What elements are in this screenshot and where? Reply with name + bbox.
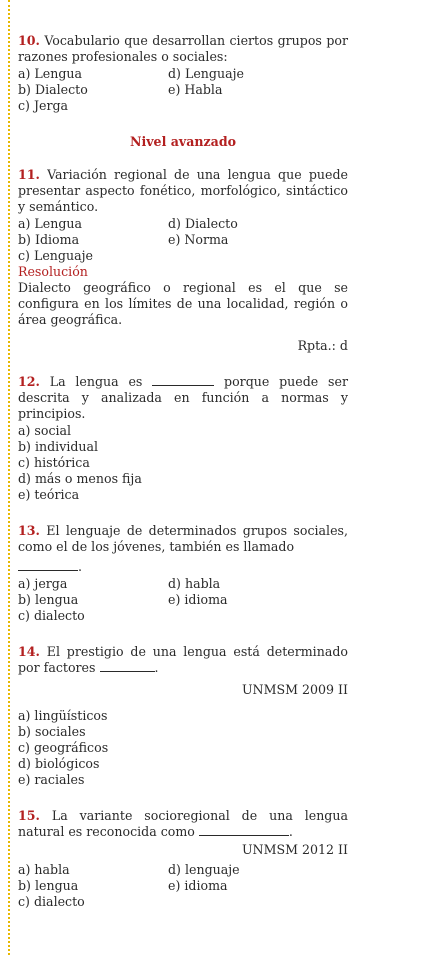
- option-row: [18, 232, 348, 248]
- option-row: [18, 487, 348, 503]
- question-number: 11.: [18, 167, 40, 182]
- option-d: d) lenguaje: [168, 862, 240, 877]
- option-row: [18, 894, 348, 910]
- option-d: d) Lenguaje: [168, 66, 244, 81]
- question-number: 14.: [18, 644, 40, 659]
- answer-blank: [18, 560, 78, 571]
- question-11-text: [18, 167, 348, 215]
- question-15: [18, 808, 348, 910]
- question-10: [18, 33, 348, 114]
- answer-label: Rpta.: d: [297, 338, 348, 353]
- question-13-text: [18, 523, 348, 555]
- question-15-options: [18, 862, 348, 910]
- option-row: [18, 98, 348, 114]
- option-a: a) lingüísticos: [18, 708, 108, 723]
- section-title: Nivel avanzado: [129, 134, 237, 149]
- option-c: c) dialecto: [18, 608, 85, 623]
- option-a: a) Lengua: [18, 66, 83, 81]
- question-10-text: [18, 33, 348, 65]
- resolution-label: Resolución: [18, 264, 88, 279]
- answer-blank: [100, 661, 155, 672]
- option-d: d) Dialecto: [168, 216, 238, 231]
- question-number: 13.: [18, 523, 40, 538]
- question-13-options: [18, 576, 348, 624]
- option-row: [18, 423, 348, 439]
- exam-source: UNMSM 2009 II: [241, 682, 348, 697]
- question-10-options: [18, 66, 348, 114]
- option-d: d) más o menos fija: [18, 471, 142, 486]
- option-e: e) raciales: [18, 772, 85, 787]
- answer-blank: [199, 825, 289, 836]
- option-row: [18, 248, 348, 264]
- option-row: [18, 439, 348, 455]
- question-14-options: [18, 708, 348, 788]
- option-row: [18, 878, 348, 894]
- question-number: 12.: [18, 374, 40, 389]
- question-15-text: 15. La variante socioregional de una lengua natural es reconocida como .: [18, 808, 348, 839]
- option-c: c) histórica: [18, 455, 90, 470]
- option-row: [18, 82, 348, 98]
- option-a: a) Lengua: [18, 216, 83, 231]
- option-row: [18, 708, 348, 724]
- option-e: e) Norma: [168, 232, 229, 247]
- option-c: c) dialecto: [18, 894, 85, 909]
- question-stem-start: La lengua es: [49, 374, 143, 389]
- option-b: b) individual: [18, 439, 99, 454]
- dotted-margin-line: [8, 0, 10, 955]
- question-stem: El prestigio de una lengua está determinado por factores: [18, 644, 348, 675]
- option-a: a) jerga: [18, 576, 68, 591]
- question-13-blank-line: .: [18, 559, 348, 575]
- option-row: [18, 216, 348, 232]
- option-e: e) idioma: [168, 878, 228, 893]
- option-row: [18, 455, 348, 471]
- question-11-options: [18, 216, 348, 264]
- question-14: [18, 644, 348, 788]
- exam-source: UNMSM 2012 II: [241, 842, 348, 857]
- question-12-options: [18, 423, 348, 503]
- option-row: [18, 576, 348, 592]
- question-12: [18, 374, 348, 503]
- question-number: 15.: [18, 808, 40, 823]
- option-a: a) social: [18, 423, 72, 438]
- option-c: c) geográficos: [18, 740, 109, 755]
- option-row: [18, 772, 348, 788]
- option-row: [18, 66, 348, 82]
- option-b: b) sociales: [18, 724, 86, 739]
- question-stem: El lenguaje de determinados grupos sociales, como el de los jóvenes, también es llamado: [18, 523, 348, 554]
- option-e: e) Habla: [168, 82, 223, 97]
- option-b: b) Idioma: [18, 232, 80, 247]
- resolution-text: Dialecto geográfico o regional es el que se configura en los límites de una localidad, región o área geográfica.: [18, 280, 348, 327]
- option-b: b) lengua: [18, 592, 79, 607]
- option-e: e) idioma: [168, 592, 228, 607]
- option-row: [18, 608, 348, 624]
- question-stem-end: porque puede ser descrita y analizada en función a normas y principios.: [18, 374, 348, 421]
- option-row: [18, 756, 348, 772]
- option-row: [18, 740, 348, 756]
- question-12-text: [18, 374, 348, 422]
- option-e: e) teórica: [18, 487, 80, 502]
- option-b: b) Dialecto: [18, 82, 88, 97]
- option-d: d) habla: [168, 576, 221, 591]
- option-row: [18, 592, 348, 608]
- option-d: d) biológicos: [18, 756, 100, 771]
- option-row: [18, 862, 348, 878]
- question-14-text: 14. El prestigio de una lengua está determinado por factores .: [18, 644, 348, 675]
- question-stem: Variación regional de una lengua que puede presentar aspecto fonético, morfológico, sintáctico y semántico.: [18, 167, 348, 214]
- option-row: [18, 724, 348, 740]
- option-b: b) lengua: [18, 878, 79, 893]
- question-stem: La variante socioregional de una lengua natural es reconocida como: [18, 808, 348, 839]
- option-a: a) habla: [18, 862, 70, 877]
- option-c: c) Lenguaje: [18, 248, 93, 263]
- option-row: [18, 471, 348, 487]
- question-13: [18, 523, 348, 624]
- question-list: [18, 33, 348, 910]
- question-11: [18, 167, 348, 354]
- question-stem: Vocabulario que desarrollan ciertos grupos por razones profesionales o sociales:: [18, 33, 348, 64]
- option-c: c) Jerga: [18, 98, 69, 113]
- question-number: 10.: [18, 33, 40, 48]
- answer-blank: [152, 375, 214, 386]
